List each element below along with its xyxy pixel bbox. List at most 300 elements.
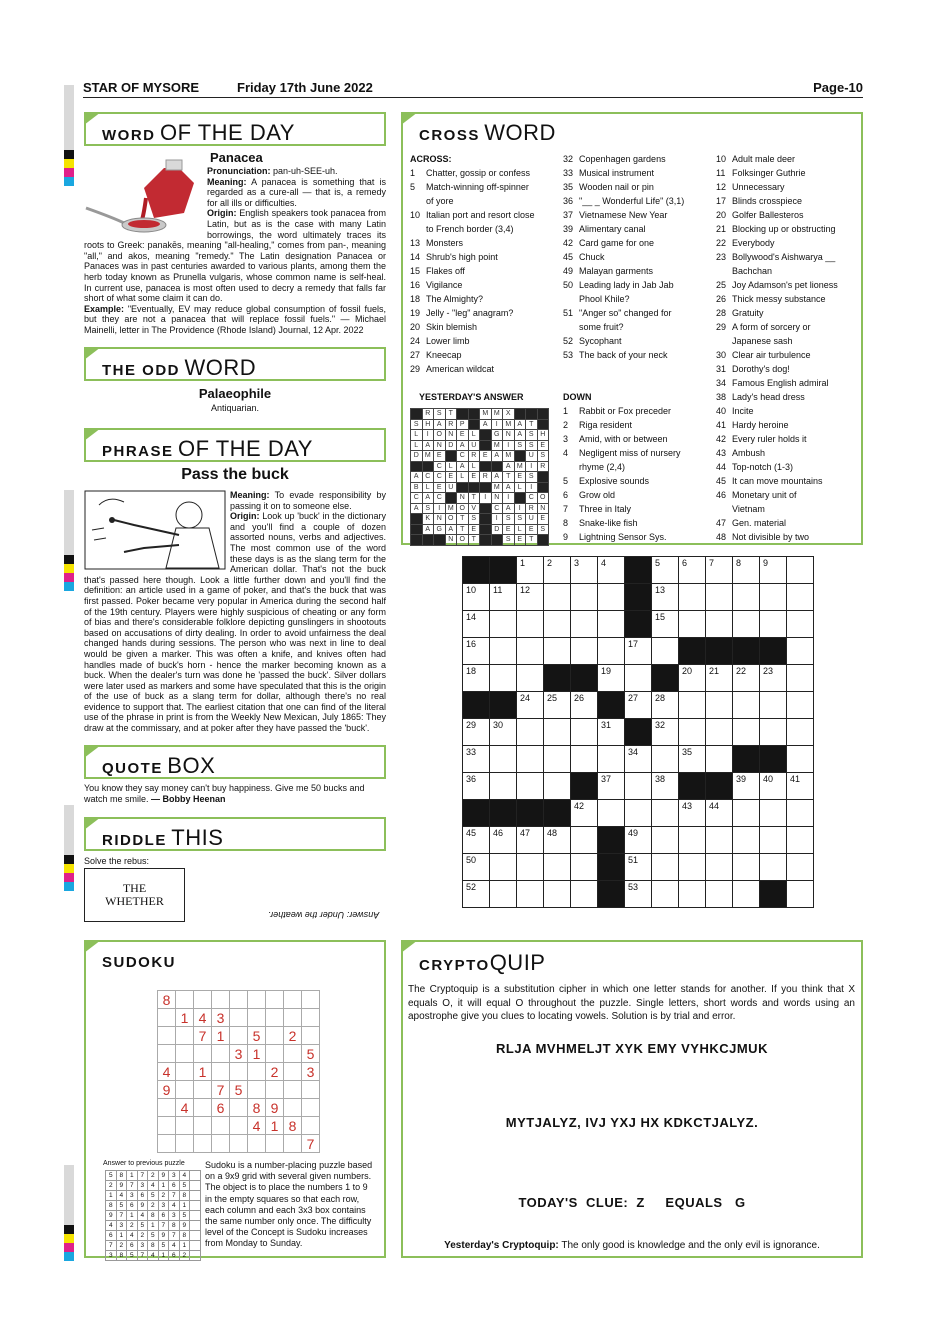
prev-sudoku-cell: 2 bbox=[158, 1191, 169, 1201]
clue bbox=[716, 236, 861, 250]
clue-number: 44 bbox=[716, 462, 727, 472]
clue-number: 27 bbox=[410, 350, 421, 360]
label: Example: bbox=[84, 303, 125, 314]
sudoku-cell: 1 bbox=[176, 1009, 194, 1027]
prev-sudoku-cell: 8 bbox=[106, 1201, 117, 1211]
black-cell bbox=[463, 800, 490, 827]
quote-body bbox=[84, 783, 386, 804]
previous-sudoku-answer bbox=[105, 1170, 201, 1261]
sudoku-cell bbox=[284, 1009, 302, 1027]
clue-text: Riga resident bbox=[579, 420, 633, 430]
crossword-cell bbox=[787, 881, 814, 908]
sudoku-cell: 7 bbox=[302, 1135, 320, 1153]
clue bbox=[563, 236, 713, 250]
sudoku-cell bbox=[194, 1081, 212, 1099]
black-cell bbox=[544, 665, 571, 692]
answer-cell: V bbox=[468, 503, 480, 514]
clue bbox=[716, 194, 861, 208]
answer-cell: I bbox=[422, 430, 434, 441]
clue-number: 5 bbox=[410, 182, 416, 192]
prev-sudoku-cell: 6 bbox=[106, 1231, 117, 1241]
registration-yellow bbox=[64, 864, 74, 873]
sudoku-cell bbox=[176, 991, 194, 1009]
sudoku-cell: 8 bbox=[158, 991, 176, 1009]
clue-number: 46 bbox=[716, 490, 727, 500]
prev-sudoku-cell: 4 bbox=[106, 1221, 117, 1231]
sudoku-cell: 4 bbox=[176, 1099, 194, 1117]
clues-col2 bbox=[563, 152, 713, 362]
clue-text: Folksinger Guthrie bbox=[732, 168, 806, 178]
crossword-cell bbox=[760, 827, 787, 854]
crossword-cell bbox=[733, 611, 760, 638]
answer-cell: M bbox=[503, 451, 515, 462]
riddle-header bbox=[84, 817, 386, 851]
sudoku-cell: 1 bbox=[248, 1045, 266, 1063]
black-cell bbox=[411, 461, 423, 472]
clue-text: It can move mountains bbox=[732, 476, 823, 486]
crossword-cell bbox=[760, 584, 787, 611]
clue bbox=[716, 404, 861, 418]
answer-cell: P bbox=[457, 419, 469, 430]
issue-date: Friday 17th June 2022 bbox=[237, 80, 373, 95]
crossword-cell: 48 bbox=[544, 827, 571, 854]
clue-text: Chuck bbox=[579, 252, 605, 262]
crossword-cell bbox=[490, 773, 517, 800]
masthead bbox=[83, 80, 863, 98]
crossword-cell bbox=[679, 827, 706, 854]
sudoku-cell bbox=[194, 991, 212, 1009]
clue-text: Hardy heroine bbox=[732, 420, 789, 430]
black-cell bbox=[517, 800, 544, 827]
prev-sudoku-cell: 4 bbox=[169, 1201, 180, 1211]
answer-cell: T bbox=[526, 419, 538, 430]
label: Meaning: bbox=[207, 176, 247, 187]
black-cell bbox=[598, 881, 625, 908]
sudoku-cell bbox=[248, 1081, 266, 1099]
registration-black bbox=[64, 150, 74, 159]
clue bbox=[410, 362, 560, 376]
clue-text: The back of your neck bbox=[579, 350, 668, 360]
clue-number: 51 bbox=[563, 308, 574, 318]
answer-cell: H bbox=[422, 419, 434, 430]
answer-cell: T bbox=[503, 472, 515, 483]
sudoku-cell bbox=[194, 1117, 212, 1135]
black-cell bbox=[625, 719, 652, 746]
sudoku-cell bbox=[230, 991, 248, 1009]
prev-sudoku-cell: 7 bbox=[169, 1191, 180, 1201]
crossword-cell: 42 bbox=[571, 800, 598, 827]
prev-sudoku-cell: 8 bbox=[179, 1231, 190, 1241]
black-cell bbox=[544, 800, 571, 827]
clue bbox=[716, 292, 861, 306]
answer-cell: N bbox=[434, 514, 446, 525]
black-cell bbox=[706, 773, 733, 800]
answer-cell: E bbox=[468, 472, 480, 483]
clue bbox=[716, 502, 861, 516]
clue-number: 43 bbox=[716, 448, 727, 458]
clue bbox=[410, 208, 560, 222]
sudoku-cell bbox=[212, 1063, 230, 1081]
clue-number: 53 bbox=[563, 350, 574, 360]
clue-number: 18 bbox=[410, 294, 421, 304]
odd-word-header bbox=[84, 347, 386, 381]
clue-text: Skin blemish bbox=[426, 322, 478, 332]
clue-number: 26 bbox=[716, 294, 727, 304]
origin: English speakers took panacea from Latin, but as is the case with many Latin borrowings, the word ultimately traces its roots to Greek: panakēs, meaning "all-healing," comes from pan-, meaning "all," and akos, meaning "remedy." The Latin designation Panacea or Panaces was in past centuries awarded to various plants, among them the herb today known as Prunella vulgaris, whose common name is self-heal. In current use, panacea is most often used to decry a remedy that falls far short of what some claim it can do. bbox=[84, 208, 386, 304]
clue bbox=[716, 278, 861, 292]
crossword-cell bbox=[652, 854, 679, 881]
page-number: Page-10 bbox=[813, 80, 863, 95]
answer-cell: B bbox=[411, 482, 423, 493]
clue-text: "__ _ Wonderful Life" (3,1) bbox=[579, 196, 685, 206]
answer-cell: C bbox=[434, 461, 446, 472]
crossword-cell: 8 bbox=[733, 557, 760, 584]
crossword-cell bbox=[571, 827, 598, 854]
meaning: To evade responsibility by passing it on to someone else. bbox=[230, 490, 386, 511]
crossword-cell bbox=[760, 854, 787, 881]
clue bbox=[716, 474, 861, 488]
sudoku-cell: 4 bbox=[158, 1063, 176, 1081]
crossword-cell: 43 bbox=[679, 800, 706, 827]
answer-cell: S bbox=[526, 440, 538, 451]
crossword-cell: 13 bbox=[652, 584, 679, 611]
clue-number: 4 bbox=[563, 448, 569, 458]
prev-sudoku-cell bbox=[190, 1251, 201, 1261]
answer-cell: T bbox=[457, 524, 469, 535]
sudoku-cell: 9 bbox=[158, 1081, 176, 1099]
answer-cell: M bbox=[503, 419, 515, 430]
clue bbox=[563, 474, 713, 488]
crossword-cell bbox=[598, 638, 625, 665]
prev-sudoku-cell: 1 bbox=[148, 1221, 159, 1231]
prev-sudoku-cell: 5 bbox=[148, 1191, 159, 1201]
answer-cell: U bbox=[526, 514, 538, 525]
sudoku-cell bbox=[284, 1045, 302, 1063]
sudoku-cell: 2 bbox=[266, 1063, 284, 1081]
crossword-cell: 26 bbox=[571, 692, 598, 719]
sudoku-cell bbox=[176, 1117, 194, 1135]
clue-number: 1 bbox=[410, 168, 416, 178]
prev-sudoku-cell: 1 bbox=[179, 1241, 190, 1251]
answer-cell: A bbox=[514, 419, 526, 430]
black-cell bbox=[537, 535, 549, 546]
answer-cell: S bbox=[514, 514, 526, 525]
sudoku-cell bbox=[230, 1117, 248, 1135]
clue bbox=[716, 516, 861, 530]
prev-sudoku-cell bbox=[190, 1211, 201, 1221]
crossword-cell: 15 bbox=[652, 611, 679, 638]
down-heading: DOWN bbox=[563, 392, 592, 402]
yesterday-solution: The only good is knowledge and the only evil is ignorance. bbox=[558, 1240, 820, 1251]
crossword-cell: 17 bbox=[625, 638, 652, 665]
sudoku-cell bbox=[266, 1135, 284, 1153]
prev-sudoku-cell: 4 bbox=[148, 1251, 159, 1261]
sudoku-cell bbox=[176, 1063, 194, 1081]
answer-cell: N bbox=[491, 493, 503, 504]
prev-sudoku-cell: 5 bbox=[116, 1201, 127, 1211]
registration-magenta bbox=[64, 873, 74, 882]
answer-cell: C bbox=[422, 472, 434, 483]
prev-sudoku-cell: 1 bbox=[127, 1211, 138, 1221]
section-title-small: PHRASE bbox=[102, 443, 174, 460]
prev-sudoku-cell: 5 bbox=[179, 1211, 190, 1221]
registration-bar bbox=[64, 805, 74, 855]
crossword-cell bbox=[625, 773, 652, 800]
prev-sudoku-cell: 9 bbox=[137, 1201, 148, 1211]
crossword-cell: 24 bbox=[517, 692, 544, 719]
black-cell bbox=[411, 409, 423, 420]
todays-clue: TODAY'S CLUE: Z EQUALS G bbox=[518, 1195, 746, 1210]
black-cell bbox=[598, 692, 625, 719]
clue bbox=[563, 166, 713, 180]
answer-cell: S bbox=[468, 514, 480, 525]
clue-text: Musical instrument bbox=[579, 168, 655, 178]
section-title-large: WORD bbox=[484, 120, 556, 145]
sudoku-cell: 3 bbox=[230, 1045, 248, 1063]
black-cell bbox=[760, 881, 787, 908]
clue-text: Card game for one bbox=[579, 238, 655, 248]
crossword-cell bbox=[571, 881, 598, 908]
registration-bar bbox=[64, 490, 74, 555]
prev-sudoku-cell bbox=[190, 1241, 201, 1251]
prev-sudoku-cell: 9 bbox=[116, 1181, 127, 1191]
answer-cell: A bbox=[422, 524, 434, 535]
sudoku-cell: 7 bbox=[212, 1081, 230, 1099]
prev-sudoku-cell: 8 bbox=[179, 1191, 190, 1201]
registration-cyan bbox=[64, 882, 74, 891]
crossword-cell: 44 bbox=[706, 800, 733, 827]
clue-number: 36 bbox=[563, 196, 574, 206]
answer-cell: H bbox=[537, 430, 549, 441]
clue-text: Snake-like fish bbox=[579, 518, 638, 528]
registration-magenta bbox=[64, 1243, 74, 1252]
clue bbox=[716, 334, 861, 348]
clues-down-col2 bbox=[563, 390, 713, 544]
clue-text: Adult male deer bbox=[732, 154, 796, 164]
answer-cell: E bbox=[457, 430, 469, 441]
sudoku-cell bbox=[248, 1135, 266, 1153]
clue-text: Vietnam bbox=[732, 504, 765, 514]
clue-number: 45 bbox=[716, 476, 727, 486]
prev-sudoku-cell: 3 bbox=[169, 1211, 180, 1221]
answer-cell: N bbox=[503, 430, 515, 441]
crossword-cell bbox=[787, 638, 814, 665]
sudoku-cell: 3 bbox=[302, 1063, 320, 1081]
answer-cell: A bbox=[514, 430, 526, 441]
crossword-cell: 5 bbox=[652, 557, 679, 584]
clue-text: Every ruler holds it bbox=[732, 434, 807, 444]
sudoku-description: Sudoku is a number-placing puzzle based on a 9x9 grid with several given numbers. The object is to place the numbers 1 to 9 in the empty squares so that each row, each column and each 3x3 box contains the same number only once. The difficulty level of the Concept is Sudoku increases from Monday to Sunday. bbox=[205, 1160, 373, 1249]
clue-text: Monsters bbox=[426, 238, 464, 248]
answer-cell: S bbox=[514, 440, 526, 451]
clue-text: Thick messy substance bbox=[732, 294, 826, 304]
black-cell bbox=[463, 557, 490, 584]
answer-cell: A bbox=[457, 461, 469, 472]
registration-black bbox=[64, 1225, 74, 1234]
clue-text: Monetary unit of bbox=[732, 490, 797, 500]
crossword-cell bbox=[733, 719, 760, 746]
registration-bar bbox=[64, 85, 74, 150]
answer-cell: R bbox=[422, 409, 434, 420]
prev-sudoku-cell: 9 bbox=[158, 1171, 169, 1181]
crossword-cell: 46 bbox=[490, 827, 517, 854]
answer-cell: U bbox=[445, 482, 457, 493]
answer-cell: S bbox=[411, 419, 423, 430]
crossword-cell: 41 bbox=[787, 773, 814, 800]
clue-text: to French border (3,4) bbox=[426, 224, 514, 234]
clue-number: 29 bbox=[410, 364, 421, 374]
across-heading: ACROSS: bbox=[410, 154, 452, 164]
crossword-cell bbox=[544, 773, 571, 800]
prev-sudoku-cell: 6 bbox=[137, 1191, 148, 1201]
crossword-cell bbox=[517, 719, 544, 746]
answer-cell: K bbox=[422, 514, 434, 525]
clue bbox=[716, 264, 861, 278]
sudoku-cell bbox=[176, 1081, 194, 1099]
prev-sudoku-cell: 3 bbox=[137, 1241, 148, 1251]
prev-sudoku-cell bbox=[190, 1231, 201, 1241]
clue-number: 37 bbox=[563, 210, 574, 220]
clue-number: 9 bbox=[563, 532, 569, 542]
crossword-cell bbox=[598, 584, 625, 611]
clue bbox=[716, 152, 861, 166]
prev-sudoku-cell: 3 bbox=[127, 1191, 138, 1201]
black-cell bbox=[480, 430, 492, 441]
crossword-cell: 34 bbox=[625, 746, 652, 773]
sudoku-cell: 1 bbox=[266, 1117, 284, 1135]
yesterday-cryptoquip bbox=[401, 1240, 863, 1251]
clue-number: 19 bbox=[410, 308, 421, 318]
crossword-cell bbox=[733, 692, 760, 719]
clue-text: Top-notch (1-3) bbox=[732, 462, 794, 472]
clue bbox=[410, 250, 560, 264]
clue bbox=[563, 278, 713, 292]
crossword-cell: 16 bbox=[463, 638, 490, 665]
clue-number: 41 bbox=[716, 420, 727, 430]
crossword-cell: 51 bbox=[625, 854, 652, 881]
prev-sudoku-cell: 5 bbox=[137, 1221, 148, 1231]
clue bbox=[716, 362, 861, 376]
sudoku-cell bbox=[212, 1135, 230, 1153]
section-title-large: OF THE DAY bbox=[177, 436, 313, 461]
black-cell bbox=[625, 611, 652, 638]
answer-cell: T bbox=[526, 535, 538, 546]
crossword-cell bbox=[517, 881, 544, 908]
crossword-cell bbox=[517, 746, 544, 773]
crossword-cell bbox=[679, 584, 706, 611]
black-cell bbox=[733, 746, 760, 773]
answer-cell: E bbox=[514, 535, 526, 546]
black-cell bbox=[526, 409, 538, 420]
black-cell bbox=[537, 409, 549, 420]
answer-cell: I bbox=[491, 514, 503, 525]
crossword-cell: 49 bbox=[625, 827, 652, 854]
clue-number: 40 bbox=[716, 406, 727, 416]
crossword-cell bbox=[652, 746, 679, 773]
prev-sudoku-cell: 1 bbox=[158, 1251, 169, 1261]
clue-number: 25 bbox=[716, 280, 727, 290]
section-title-large: THIS bbox=[171, 825, 224, 850]
clue-text: Shrub's high point bbox=[426, 252, 498, 262]
black-cell bbox=[445, 451, 457, 462]
black-cell bbox=[733, 638, 760, 665]
prev-sudoku-cell bbox=[190, 1181, 201, 1191]
clue-text: Gratuity bbox=[732, 308, 764, 318]
sudoku-cell bbox=[158, 1117, 176, 1135]
crossword-cell: 47 bbox=[517, 827, 544, 854]
crossword-cell: 30 bbox=[490, 719, 517, 746]
sudoku-cell bbox=[158, 1099, 176, 1117]
answer-cell: A bbox=[503, 482, 515, 493]
crossword-cell bbox=[598, 611, 625, 638]
answer-cell: T bbox=[468, 493, 480, 504]
clue-number: 42 bbox=[563, 238, 574, 248]
clue-text: some fruit? bbox=[579, 322, 624, 332]
clue bbox=[410, 236, 560, 250]
crossword-cell: 18 bbox=[463, 665, 490, 692]
black-cell bbox=[480, 482, 492, 493]
black-cell bbox=[598, 827, 625, 854]
sudoku-cell bbox=[230, 1027, 248, 1045]
answer-cell: A bbox=[411, 472, 423, 483]
clue-number: 49 bbox=[563, 266, 574, 276]
sudoku-cell bbox=[266, 1027, 284, 1045]
clue-number: 20 bbox=[410, 322, 421, 332]
sudoku-cell: 4 bbox=[248, 1117, 266, 1135]
sudoku-cell bbox=[284, 1135, 302, 1153]
prev-sudoku-cell: 8 bbox=[116, 1171, 127, 1181]
answer-cell: I bbox=[526, 482, 538, 493]
crossword-cell: 19 bbox=[598, 665, 625, 692]
answer-cell: R bbox=[480, 472, 492, 483]
answer-cell: L bbox=[514, 482, 526, 493]
sudoku-cell bbox=[230, 1135, 248, 1153]
prev-sudoku-cell: 5 bbox=[179, 1181, 190, 1191]
sudoku-cell: 3 bbox=[212, 1009, 230, 1027]
clue-text: Blinds crosspiece bbox=[732, 196, 803, 206]
answer-cell: C bbox=[434, 493, 446, 504]
clue-number: 11 bbox=[716, 168, 726, 178]
clue-text: The Almighty? bbox=[426, 294, 484, 304]
answer-cell: M bbox=[491, 482, 503, 493]
crossword-cell: 1 bbox=[517, 557, 544, 584]
clue-number: 1 bbox=[563, 406, 569, 416]
clue-number: 33 bbox=[563, 168, 574, 178]
clue bbox=[563, 250, 713, 264]
clue-number: 42 bbox=[716, 434, 727, 444]
crossword-cell bbox=[490, 611, 517, 638]
clue-number: 21 bbox=[716, 224, 727, 234]
answer-cell: O bbox=[434, 430, 446, 441]
label: Origin: bbox=[230, 511, 260, 522]
clue-number: 45 bbox=[563, 252, 574, 262]
label: Meaning: bbox=[230, 490, 270, 500]
prev-sudoku-cell: 7 bbox=[137, 1251, 148, 1261]
clue-text: Negligent miss of nursery bbox=[579, 448, 681, 458]
black-cell bbox=[491, 535, 503, 546]
prev-sudoku-cell: 5 bbox=[127, 1251, 138, 1261]
sudoku-cell bbox=[266, 1081, 284, 1099]
quote-header bbox=[84, 745, 386, 779]
answer-cell: C bbox=[411, 493, 423, 504]
crossword-cell bbox=[733, 800, 760, 827]
prev-sudoku-cell: 4 bbox=[169, 1241, 180, 1251]
clue-text: Rabbit or Fox preceder bbox=[579, 406, 672, 416]
crossword-cell: 33 bbox=[463, 746, 490, 773]
answer-cell: G bbox=[491, 430, 503, 441]
crossword-cell bbox=[679, 854, 706, 881]
black-cell bbox=[457, 482, 469, 493]
